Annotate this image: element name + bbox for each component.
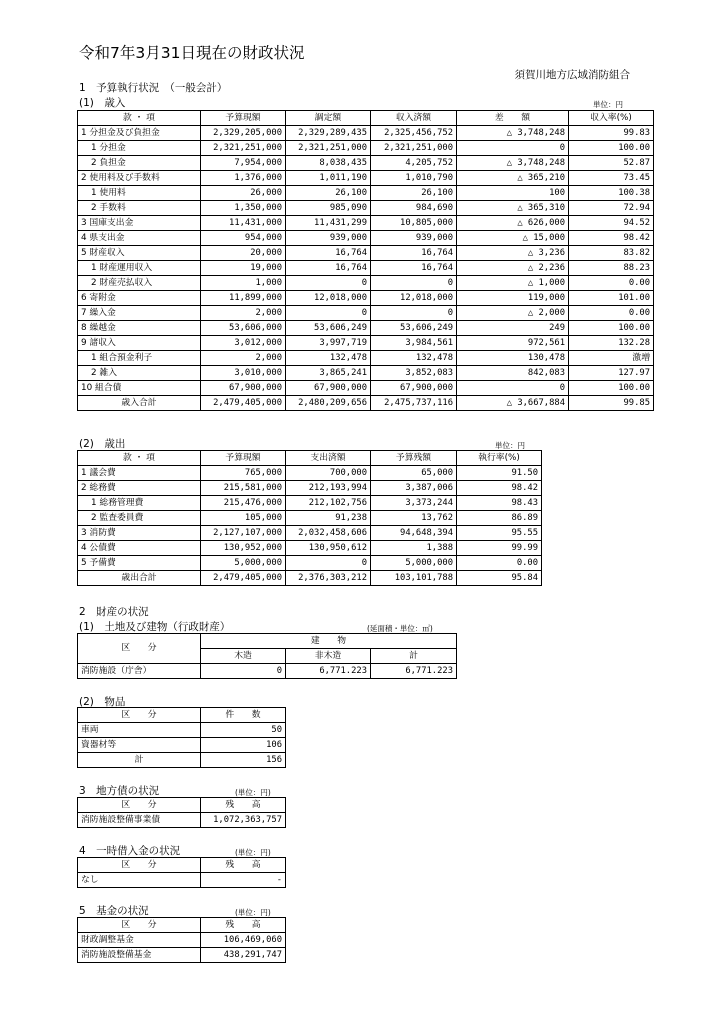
total-value: 2,479,405,000 bbox=[201, 396, 286, 411]
goods-table bbox=[77, 707, 286, 768]
row-label: 4 県支出金 bbox=[78, 231, 201, 246]
cell-value: 26,100 bbox=[371, 186, 457, 201]
row-label: 1 議会費 bbox=[78, 466, 201, 481]
cell-value: 119,000 bbox=[457, 291, 569, 306]
column-header: 款 ・ 項 bbox=[78, 451, 201, 466]
cell-value: 2,000 bbox=[201, 306, 286, 321]
revenue-table bbox=[77, 110, 654, 411]
table-row bbox=[78, 948, 286, 963]
row-label: 消防施設整備事業債 bbox=[78, 813, 201, 828]
row-label: 1 使用料 bbox=[78, 186, 201, 201]
cell-value: 83.82 bbox=[569, 246, 654, 261]
cell-value: 5,000,000 bbox=[201, 556, 286, 571]
cell-value: 6,771.223 bbox=[371, 664, 457, 679]
table-row bbox=[78, 126, 654, 141]
expenditure-unit: 単位：円 bbox=[495, 441, 525, 450]
table-row bbox=[78, 201, 654, 216]
table-row bbox=[78, 496, 542, 511]
total-row bbox=[78, 753, 286, 768]
cell-value: 2,000 bbox=[201, 351, 286, 366]
cell-value: 98.42 bbox=[569, 231, 654, 246]
cell-value: 984,690 bbox=[371, 201, 457, 216]
fund-table bbox=[77, 917, 286, 963]
cell-value: 2,321,251,000 bbox=[371, 141, 457, 156]
column-header: 予算残額 bbox=[371, 451, 457, 466]
cell-value: 0.00 bbox=[457, 556, 542, 571]
land-total-header: 計 bbox=[371, 649, 457, 664]
cell-value: 7,954,000 bbox=[201, 156, 286, 171]
table-row bbox=[78, 723, 286, 738]
land-kubun-header: 区 分 bbox=[78, 634, 201, 664]
cell-value: 100.38 bbox=[569, 186, 654, 201]
cell-value: △ 1,000 bbox=[457, 276, 569, 291]
table-row bbox=[78, 933, 286, 948]
cell-value: 0 bbox=[201, 664, 286, 679]
cell-value: 130,478 bbox=[457, 351, 569, 366]
expenditure-table bbox=[77, 450, 542, 586]
cell-value: 972,561 bbox=[457, 336, 569, 351]
row-label: 消防施設整備基金 bbox=[78, 948, 201, 963]
section4-unit: (単位：円) bbox=[235, 848, 271, 857]
cell-value: 16,764 bbox=[286, 261, 371, 276]
table-row bbox=[78, 556, 542, 571]
cell-value: 0 bbox=[371, 276, 457, 291]
cell-value: 249 bbox=[457, 321, 569, 336]
total-row bbox=[78, 571, 542, 586]
row-label: 3 国庫支出金 bbox=[78, 216, 201, 231]
cell-value: △ 3,748,248 bbox=[457, 156, 569, 171]
fund-balance-header: 残 高 bbox=[201, 918, 286, 933]
cell-value: 26,000 bbox=[201, 186, 286, 201]
total-value: 2,475,737,116 bbox=[371, 396, 457, 411]
cell-value: 939,000 bbox=[286, 231, 371, 246]
cell-value: 73.45 bbox=[569, 171, 654, 186]
cell-value: 11,431,299 bbox=[286, 216, 371, 231]
cell-value: 106,469,060 bbox=[201, 933, 286, 948]
cell-value: 98.43 bbox=[457, 496, 542, 511]
land-heading: (1) 土地及び建物（行政財産） bbox=[79, 621, 231, 633]
cell-value: 2,032,458,606 bbox=[286, 526, 371, 541]
cell-value: 10,805,000 bbox=[371, 216, 457, 231]
table-row bbox=[78, 291, 654, 306]
cell-value: △ 3,748,248 bbox=[457, 126, 569, 141]
total-value: 2,479,405,000 bbox=[201, 571, 286, 586]
cell-value: 101.00 bbox=[569, 291, 654, 306]
total-value: 2,480,209,656 bbox=[286, 396, 371, 411]
table-row bbox=[78, 261, 654, 276]
land-building-table bbox=[77, 633, 457, 679]
section1-heading: 1 予算執行状況 （一般会計） bbox=[79, 82, 228, 94]
loan-balance-header: 残 高 bbox=[201, 858, 286, 873]
row-label: 1 組合預金利子 bbox=[78, 351, 201, 366]
row-label: 1 分担金 bbox=[78, 141, 201, 156]
total-value: 99.85 bbox=[569, 396, 654, 411]
cell-value: 1,011,190 bbox=[286, 171, 371, 186]
cell-value: 激増 bbox=[569, 351, 654, 366]
table-row bbox=[78, 336, 654, 351]
cell-value: 0 bbox=[286, 306, 371, 321]
cell-value: 16,764 bbox=[286, 246, 371, 261]
row-label: 1 分担金及び負担金 bbox=[78, 126, 201, 141]
bond-kubun-header: 区 分 bbox=[78, 798, 201, 813]
revenue-unit: 単位：円 bbox=[593, 100, 623, 109]
temp-loan-table bbox=[77, 857, 286, 888]
row-label: 7 繰入金 bbox=[78, 306, 201, 321]
goods-heading: (2) 物品 bbox=[79, 696, 126, 708]
cell-value: 0 bbox=[286, 556, 371, 571]
cell-value: 6,771.223 bbox=[286, 664, 371, 679]
table-row bbox=[78, 321, 654, 336]
total-label: 計 bbox=[78, 753, 201, 768]
cell-value: 11,899,000 bbox=[201, 291, 286, 306]
cell-value: 700,000 bbox=[286, 466, 371, 481]
table-row bbox=[78, 306, 654, 321]
total-value: 95.84 bbox=[457, 571, 542, 586]
table-row bbox=[78, 351, 654, 366]
total-row bbox=[78, 396, 654, 411]
row-label: 10 組合債 bbox=[78, 381, 201, 396]
cell-value: 215,581,000 bbox=[201, 481, 286, 496]
table-row bbox=[78, 664, 457, 679]
cell-value: 106 bbox=[201, 738, 286, 753]
bond-balance-header: 残 高 bbox=[201, 798, 286, 813]
cell-value: 67,900,000 bbox=[286, 381, 371, 396]
cell-value: 2,321,251,000 bbox=[201, 141, 286, 156]
expenditure-heading: (2) 歳出 bbox=[79, 438, 126, 450]
cell-value: 1,010,790 bbox=[371, 171, 457, 186]
cell-value: 88.23 bbox=[569, 261, 654, 276]
cell-value: 132,478 bbox=[371, 351, 457, 366]
cell-value: 1,376,000 bbox=[201, 171, 286, 186]
cell-value: 3,010,000 bbox=[201, 366, 286, 381]
row-label: 6 寄附金 bbox=[78, 291, 201, 306]
row-label: 1 総務管理費 bbox=[78, 496, 201, 511]
row-label: 資器材等 bbox=[78, 738, 201, 753]
column-header: 調定額 bbox=[286, 111, 371, 126]
cell-value: 939,000 bbox=[371, 231, 457, 246]
row-label: 5 財産収入 bbox=[78, 246, 201, 261]
cell-value: 94.52 bbox=[569, 216, 654, 231]
bond-table bbox=[77, 797, 286, 828]
row-label: 消防施設（庁舎） bbox=[78, 664, 201, 679]
cell-value: 215,476,000 bbox=[201, 496, 286, 511]
column-header: 支出済額 bbox=[286, 451, 371, 466]
row-label: 財政調整基金 bbox=[78, 933, 201, 948]
goods-kubun-header: 区 分 bbox=[78, 708, 201, 723]
cell-value: 842,083 bbox=[457, 366, 569, 381]
cell-value: 99.83 bbox=[569, 126, 654, 141]
table-row bbox=[78, 171, 654, 186]
cell-value: 2,329,205,000 bbox=[201, 126, 286, 141]
section2-heading: 2 財産の状況 bbox=[79, 606, 149, 618]
row-label: 2 負担金 bbox=[78, 156, 201, 171]
section3-unit: (単位：円) bbox=[235, 788, 271, 797]
cell-value: 212,102,756 bbox=[286, 496, 371, 511]
cell-value: 16,764 bbox=[371, 261, 457, 276]
cell-value: 65,000 bbox=[371, 466, 457, 481]
section3-heading: 3 地方債の状況 bbox=[79, 785, 160, 797]
cell-value: 2,127,107,000 bbox=[201, 526, 286, 541]
row-label: 4 公債費 bbox=[78, 541, 201, 556]
cell-value: △ 2,236 bbox=[457, 261, 569, 276]
land-wood-header: 木造 bbox=[201, 649, 286, 664]
goods-count-header: 件 数 bbox=[201, 708, 286, 723]
column-header: 収入率(%) bbox=[569, 111, 654, 126]
cell-value: 1,072,363,757 bbox=[201, 813, 286, 828]
cell-value: 12,018,000 bbox=[371, 291, 457, 306]
cell-value: 127.97 bbox=[569, 366, 654, 381]
cell-value: 3,012,000 bbox=[201, 336, 286, 351]
table-row bbox=[78, 381, 654, 396]
cell-value: 0 bbox=[457, 381, 569, 396]
cell-value: 2,325,456,752 bbox=[371, 126, 457, 141]
table-row bbox=[78, 366, 654, 381]
cell-value: 100.00 bbox=[569, 141, 654, 156]
cell-value: 91,238 bbox=[286, 511, 371, 526]
table-row bbox=[78, 231, 654, 246]
table-row bbox=[78, 738, 286, 753]
land-nonwood-header: 非木造 bbox=[286, 649, 371, 664]
table-row bbox=[78, 466, 542, 481]
cell-value: - bbox=[201, 873, 286, 888]
table-row bbox=[78, 246, 654, 261]
cell-value: 12,018,000 bbox=[286, 291, 371, 306]
column-header: 款 ・ 項 bbox=[78, 111, 201, 126]
total-value: △ 3,667,884 bbox=[457, 396, 569, 411]
cell-value: 3,387,006 bbox=[371, 481, 457, 496]
cell-value: 86.89 bbox=[457, 511, 542, 526]
total-label: 歳出合計 bbox=[78, 571, 201, 586]
cell-value: 4,205,752 bbox=[371, 156, 457, 171]
cell-value: 100.00 bbox=[569, 321, 654, 336]
cell-value: 98.42 bbox=[457, 481, 542, 496]
cell-value: 130,952,000 bbox=[201, 541, 286, 556]
cell-value: 53,606,249 bbox=[371, 321, 457, 336]
cell-value: 13,762 bbox=[371, 511, 457, 526]
row-label: 1 財産運用収入 bbox=[78, 261, 201, 276]
cell-value: 99.99 bbox=[457, 541, 542, 556]
fund-kubun-header: 区 分 bbox=[78, 918, 201, 933]
cell-value: △ 626,000 bbox=[457, 216, 569, 231]
cell-value: 19,000 bbox=[201, 261, 286, 276]
cell-value: 1,388 bbox=[371, 541, 457, 556]
cell-value: 954,000 bbox=[201, 231, 286, 246]
cell-value: 67,900,000 bbox=[371, 381, 457, 396]
row-label: 3 消防費 bbox=[78, 526, 201, 541]
cell-value: △ 3,236 bbox=[457, 246, 569, 261]
loan-kubun-header: 区 分 bbox=[78, 858, 201, 873]
cell-value: 94,648,394 bbox=[371, 526, 457, 541]
column-header: 執行率(%) bbox=[457, 451, 542, 466]
cell-value: 50 bbox=[201, 723, 286, 738]
table-row bbox=[78, 873, 286, 888]
cell-value: 2,329,289,435 bbox=[286, 126, 371, 141]
table-row bbox=[78, 141, 654, 156]
cell-value: 132.28 bbox=[569, 336, 654, 351]
cell-value: △ 15,000 bbox=[457, 231, 569, 246]
row-label: 5 予備費 bbox=[78, 556, 201, 571]
row-label: 8 繰越金 bbox=[78, 321, 201, 336]
cell-value: 20,000 bbox=[201, 246, 286, 261]
cell-value: 0.00 bbox=[569, 306, 654, 321]
total-value: 156 bbox=[201, 753, 286, 768]
table-row bbox=[78, 813, 286, 828]
cell-value: 3,373,244 bbox=[371, 496, 457, 511]
table-row bbox=[78, 481, 542, 496]
cell-value: 72.94 bbox=[569, 201, 654, 216]
table-row bbox=[78, 511, 542, 526]
total-label: 歳入合計 bbox=[78, 396, 201, 411]
cell-value: 91.50 bbox=[457, 466, 542, 481]
cell-value: 3,865,241 bbox=[286, 366, 371, 381]
cell-value: 0.00 bbox=[569, 276, 654, 291]
cell-value: 1,000 bbox=[201, 276, 286, 291]
row-label: 2 手数料 bbox=[78, 201, 201, 216]
row-label: 2 使用料及び手数料 bbox=[78, 171, 201, 186]
cell-value: 8,038,435 bbox=[286, 156, 371, 171]
table-row bbox=[78, 276, 654, 291]
section4-heading: 4 一時借入金の状況 bbox=[79, 845, 181, 857]
table-row bbox=[78, 186, 654, 201]
row-label: なし bbox=[78, 873, 201, 888]
cell-value: 26,100 bbox=[286, 186, 371, 201]
cell-value: 5,000,000 bbox=[371, 556, 457, 571]
cell-value: 212,193,994 bbox=[286, 481, 371, 496]
table-row bbox=[78, 541, 542, 556]
cell-value: 52.87 bbox=[569, 156, 654, 171]
table-row bbox=[78, 156, 654, 171]
cell-value: 0 bbox=[457, 141, 569, 156]
cell-value: △ 365,210 bbox=[457, 171, 569, 186]
cell-value: 53,606,000 bbox=[201, 321, 286, 336]
column-header: 差 額 bbox=[457, 111, 569, 126]
column-header: 収入済額 bbox=[371, 111, 457, 126]
column-header: 予算現額 bbox=[201, 111, 286, 126]
table-row bbox=[78, 526, 542, 541]
cell-value: △ 365,310 bbox=[457, 201, 569, 216]
cell-value: 3,852,083 bbox=[371, 366, 457, 381]
row-label: 2 監査委員費 bbox=[78, 511, 201, 526]
total-value: 103,101,788 bbox=[371, 571, 457, 586]
table-row bbox=[78, 216, 654, 231]
cell-value: 100 bbox=[457, 186, 569, 201]
column-header: 予算現額 bbox=[201, 451, 286, 466]
revenue-heading: (1) 歳入 bbox=[79, 97, 126, 109]
row-label: 2 財産売払収入 bbox=[78, 276, 201, 291]
cell-value: △ 2,000 bbox=[457, 306, 569, 321]
section5-unit: (単位：円) bbox=[235, 908, 271, 917]
cell-value: 3,984,561 bbox=[371, 336, 457, 351]
cell-value: 438,291,747 bbox=[201, 948, 286, 963]
cell-value: 132,478 bbox=[286, 351, 371, 366]
cell-value: 765,000 bbox=[201, 466, 286, 481]
cell-value: 95.55 bbox=[457, 526, 542, 541]
cell-value: 16,764 bbox=[371, 246, 457, 261]
cell-value: 100.00 bbox=[569, 381, 654, 396]
section5-heading: 5 基金の状況 bbox=[79, 905, 149, 917]
row-label: 車両 bbox=[78, 723, 201, 738]
cell-value: 130,950,612 bbox=[286, 541, 371, 556]
land-unit: (延面積・単位：㎡) bbox=[367, 624, 433, 633]
row-label: 2 雑入 bbox=[78, 366, 201, 381]
cell-value: 11,431,000 bbox=[201, 216, 286, 231]
cell-value: 67,900,000 bbox=[201, 381, 286, 396]
cell-value: 105,000 bbox=[201, 511, 286, 526]
cell-value: 1,350,000 bbox=[201, 201, 286, 216]
cell-value: 985,090 bbox=[286, 201, 371, 216]
cell-value: 0 bbox=[371, 306, 457, 321]
organization-name: 須賀川地方広域消防組合 bbox=[514, 69, 630, 81]
land-building-header: 建 物 bbox=[201, 634, 457, 649]
cell-value: 0 bbox=[286, 276, 371, 291]
cell-value: 2,321,251,000 bbox=[286, 141, 371, 156]
cell-value: 53,606,249 bbox=[286, 321, 371, 336]
row-label: 9 諸収入 bbox=[78, 336, 201, 351]
cell-value: 3,997,719 bbox=[286, 336, 371, 351]
total-value: 2,376,303,212 bbox=[286, 571, 371, 586]
page-title: 令和7年3月31日現在の財政状況 bbox=[79, 44, 305, 62]
row-label: 2 総務費 bbox=[78, 481, 201, 496]
